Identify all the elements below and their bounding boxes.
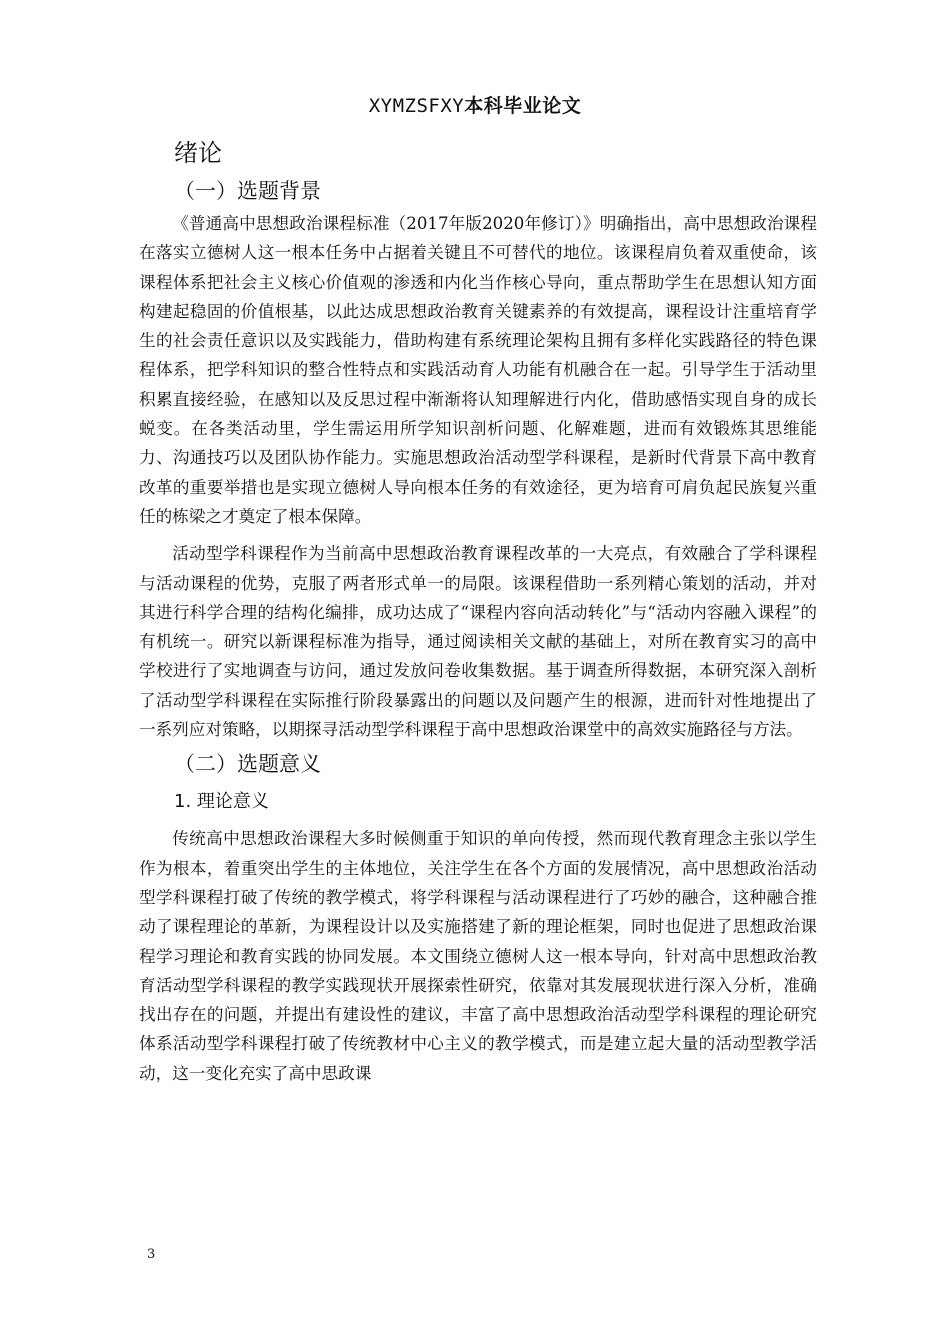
paragraph-background-2: 活动型学科课程作为当前高中思想政治教育课程改革的一大亮点，有效融合了学科课程与活动课程的优势，克服了两者形式单一的局限。该课程借助一系列精心策划的活动，并对其进行科学合理的结构化编排，成功达成了“课程内容向活动转化”与“活动内容融入课程”的有机统一。研究以新课程标准为指导，通过阅读相关文献的基础上，对所在教育实习的高中学校进行了实地调查与访问，通过发放问卷收集数据。基于调查所得数据，本研究深入剖析了活动型学科课程在实际推行阶段暴露出的问题以及问题产生的根源，进而针对性地提出了一系列应对策略，以期探寻活动型学科课程于高中思想政治课堂中的高效实施路径与方法。 (139, 544, 817, 740)
document-body (139, 133, 817, 1088)
page-number: 3 (147, 1247, 156, 1262)
paragraph-background-1: 《普通高中思想政治课程标准（2017年版2020年修订）》明确指出，高中思想政治课程在落实立德树人这一根本任务中占据着关键且不可替代的地位。该课程肩负着双重使命，该课程体系把社会主义核心价值观的渗透和内化当作核心导向，重点帮助学生在思想认知方面构建起稳固的价值根基，以此达成思想政治教育关键素养的有效提高，课程设计注重培育学生的社会责任意识以及实践能力，借助构建有系统理论架构且拥有多样化实践路径的特色课程体系，把学科知识的整合性特点和实践活动育人功能有机融合在一起。引导学生于活动里积累直接经验，在感知以及反思过程中渐渐将认知理解进行内化，借助感悟实现自身的成长蜕变。在各类活动里，学生需运用所学知识剖析问题、化解难题，进而有效锻炼其思维能力、沟通技巧以及团队协作能力。实施思想政治活动型学科课程，是新时代背景下高中教育改革的重要举措也是实现立德树人导向根本任务的有效途径，更为培育可肩负起民族复兴重任的栋梁之才奠定了根本保障。 (139, 214, 817, 526)
section-title-background: （一）选题背景 (174, 179, 321, 203)
header-code: XYMZSFXY (368, 95, 465, 117)
chapter-title: 绪论 (174, 139, 222, 167)
section-title-significance: （二）选题意义 (174, 752, 321, 777)
paragraph-theory-1: 传统高中思想政治课程大多时候侧重于知识的单向传授，然而现代教育理念主张以学生作为根本，着重突出学生的主体地位，关注学生在各个方面的发展情况，高中思想政治活动型学科课程打破了传统的教学模式，将学科课程与活动课程进行了巧妙的融合，这种融合推动了课程理论的革新，为课程设计以及实施搭建了新的理论框架，同时也促进了思想政治课程学习理论和教育实践的协同发展。本文围绕立德树人这一根本导向，针对高中思想政治教育活动型学科课程的教学实践现状开展探索性研究，依靠对其发展现状进行深入分析，准确找出存在的问题，并提出有建设性的建议，丰富了高中思想政治活动型学科课程的理论研究体系活动型学科课程打破了传统教材中心主义的教学模式，而是建立起大量的活动型教学活动，这一变化充实了高中思政课 (139, 829, 817, 1083)
subsection-title-theory: 1. 理论意义 (174, 791, 269, 813)
page-header (0, 92, 950, 120)
header-title: 本科毕业论文 (464, 95, 582, 117)
